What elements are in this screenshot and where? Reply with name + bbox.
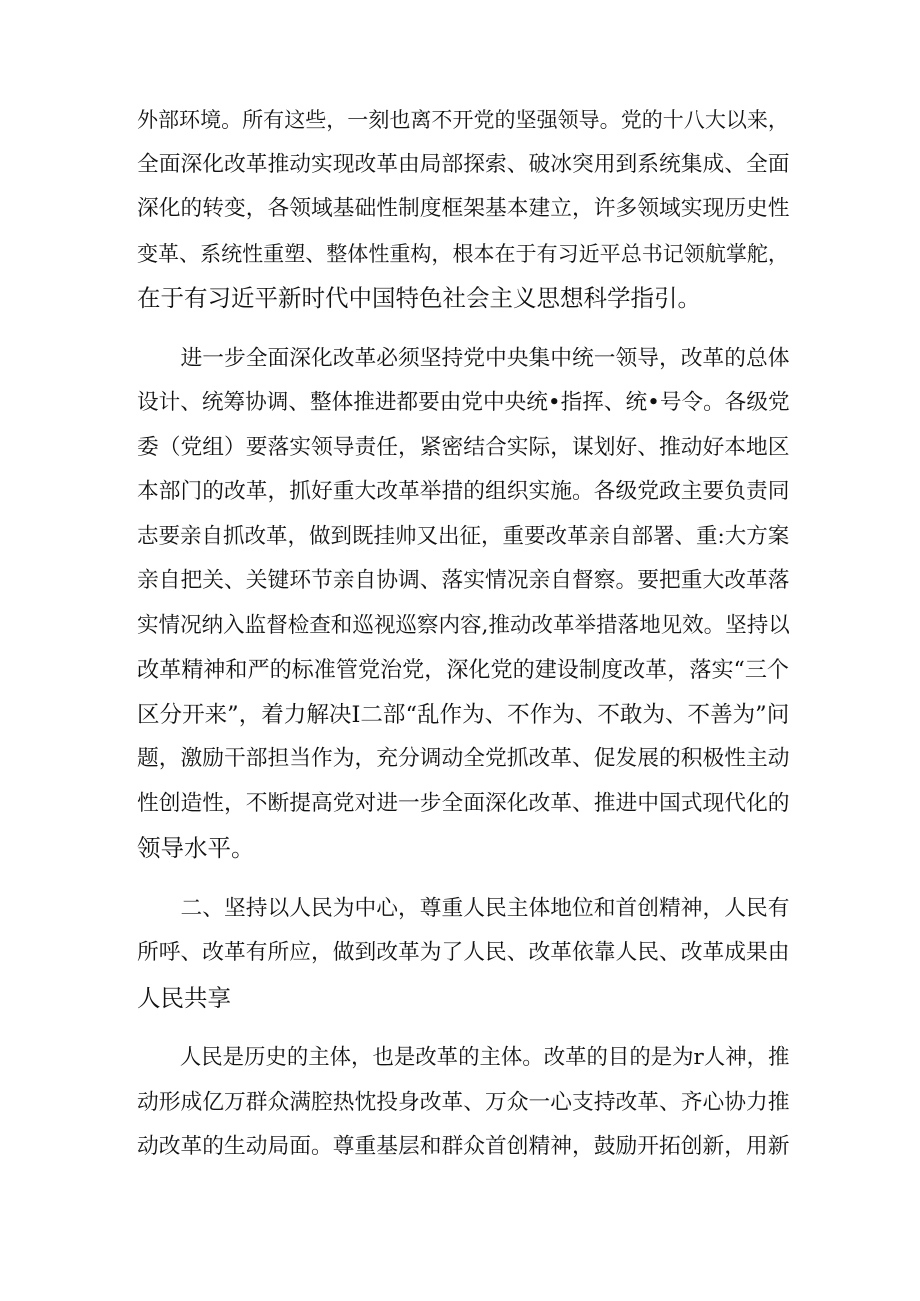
text-line: 在于有习近平新时代中国特色社会主义思想科学指引。	[137, 284, 701, 312]
text-line: 改革精神和严的标准管党治党，深化党的建设制度改革，落实“三个	[137, 657, 790, 683]
paragraph-gap	[137, 1020, 793, 1036]
paragraph-gap	[137, 321, 793, 337]
text-line: 实情况纳入监督检查和巡视巡察内容,推动改革举措落地见效。坚持以	[137, 612, 790, 638]
section-heading-2	[137, 887, 793, 1021]
text-line: 本部门的改革，抓好重大改革举措的组织实施。各级党政主要负责同	[137, 479, 790, 504]
text-line: 全面深化改革推动实现改革由局部探索、破冰突用到系统集成、全面	[137, 151, 790, 177]
text-line: 志要亲自抓改革，做到既挂帅又出征，重要改革亲自部署、重:大方案	[137, 523, 790, 549]
text-line: 动形成亿万群众满腔热忱投身改革、万众一心支持改革、齐心协力推	[137, 1089, 790, 1115]
text-line: 外部环境。所有这些，一刻也离不开党的坚强领导。党的十八大以来，	[137, 107, 789, 132]
text-line: 人民共享	[137, 983, 231, 1012]
paragraph-2	[137, 337, 793, 871]
document-page	[137, 98, 793, 1170]
paragraph-4	[137, 1036, 793, 1170]
text-line: 委（党组）要落实领导责任，紧密结合实际，谋划好、推动好本地区	[137, 434, 790, 460]
text-line: 二、坚持以人民为中心，尊重人民主体地位和首创精神，人民有	[137, 895, 790, 921]
text-line: 动改革的生动局面。尊重基层和群众首创精神，鼓励开拓创新，用新	[137, 1134, 790, 1159]
text-line: 变革、系统性重塑、整体性重构，根本在于有习近平总书记领航掌舵，	[137, 240, 789, 266]
text-line: 深化的转变，各领域基础性制度框架基本建立，许多领域实现历史性	[137, 196, 790, 221]
text-line: 性创造性，不断提高党对进一步全面深化改革、推进中国式现代化的	[137, 790, 790, 816]
text-line: 亲自把关、关键环节亲自协调、落实情况亲自督察。要把重大改革落	[137, 568, 790, 593]
text-line: 领导水平。	[137, 834, 255, 862]
text-line: 区分开来”，着力解决I二部“乱作为、不作为、不敢为、不善为”问	[137, 701, 790, 728]
text-line: 进一步全面深化改革必须坚持党中央集中统一领导，改革的总体	[137, 345, 790, 371]
paragraph-1	[137, 98, 793, 321]
text-line: 人民是历史的主体，也是改革的主体。改革的目的是为r人神，推	[137, 1045, 790, 1070]
text-line: 题，激励干部担当作为，充分调动全党抓改革、促发展的积极性主动	[137, 746, 790, 771]
text-line: 所呼、改革有所应，做到改革为了人民、改革依靠人民、改革成果由	[137, 940, 790, 965]
paragraph-gap	[137, 871, 793, 887]
text-line: 设计、统筹协调、整体推进都要由党中央统•指挥、统•号令。各级党	[137, 390, 790, 415]
